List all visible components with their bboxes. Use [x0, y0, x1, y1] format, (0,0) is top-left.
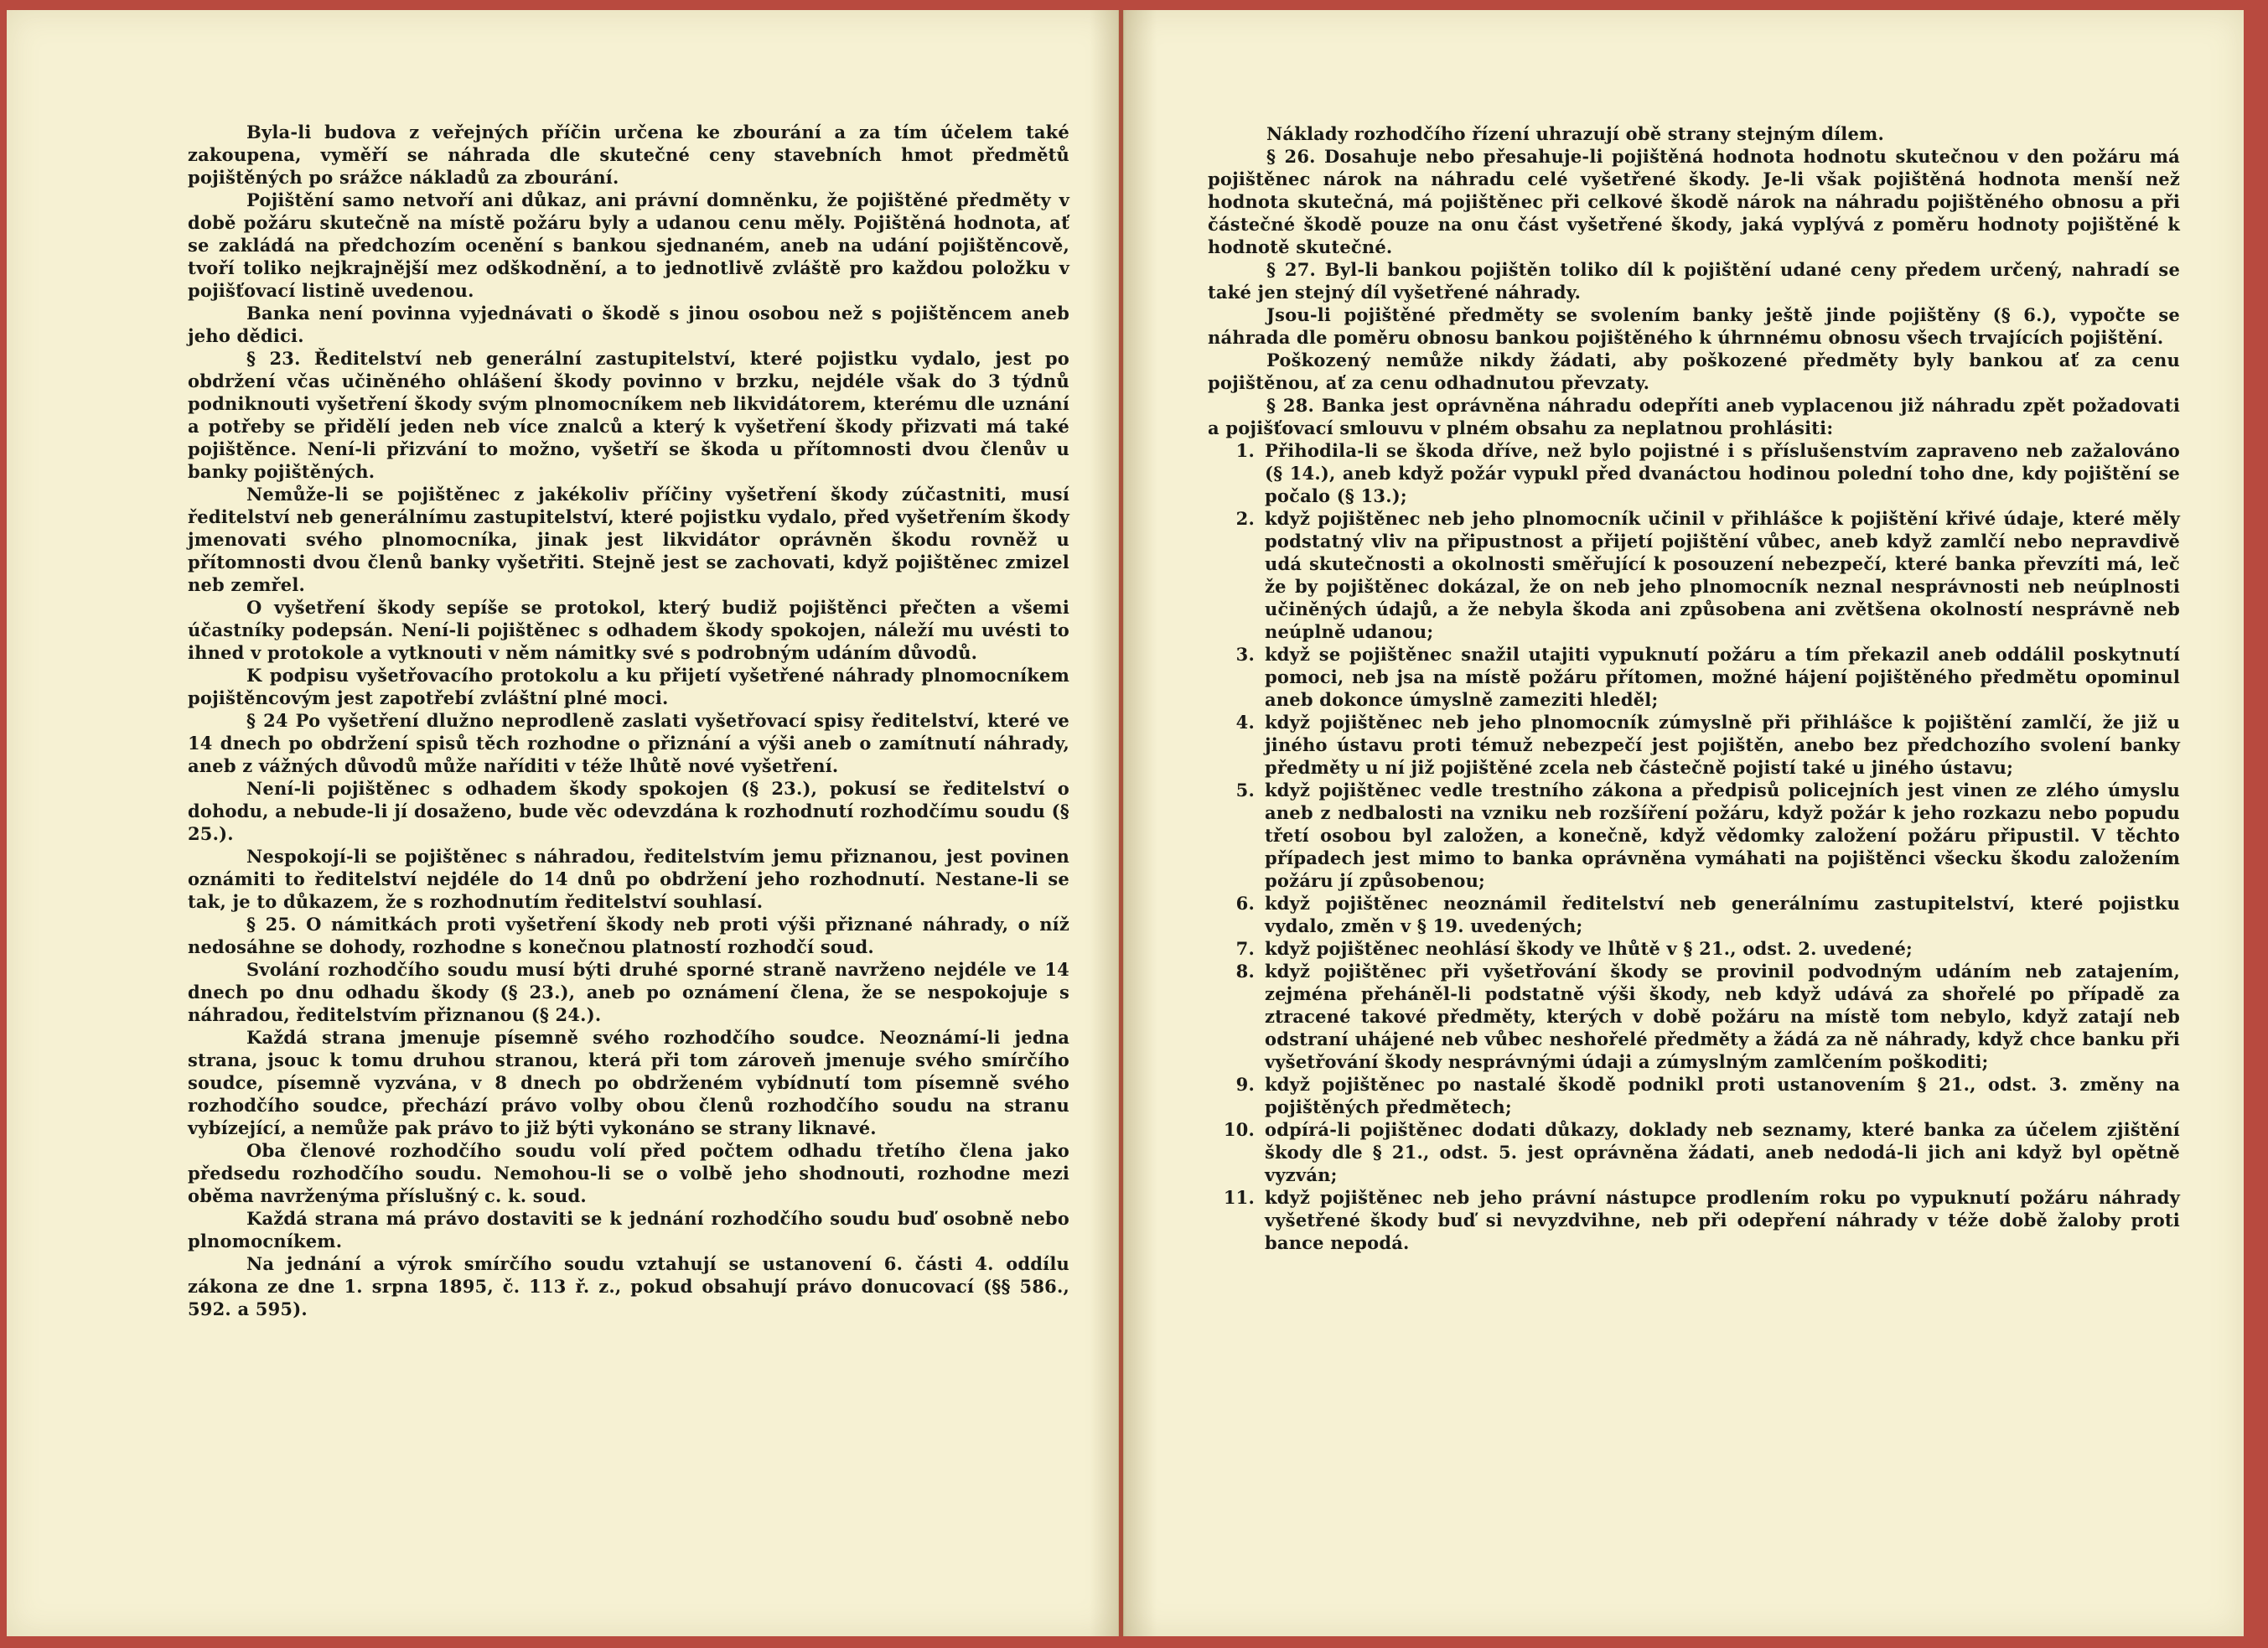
list-item-text: když pojištěnec neb jeho plnomocník zúmyslně při přihlášce k pojištění zamlčí, že již u jiného ústavu proti témuž nebezpečí jest pojištěn, anebo bez předchozího svolení banky předměty u ní již pojištěné zcela neb částečně pojistí také u jiného ústavu;: [1265, 712, 2180, 778]
list-item-text: když pojištěnec vedle trestního zákona a předpisů policejních jest vinen ze zlého úmyslu aneb z nedbalosti na vzniku neb rozšíření požáru, když požár k jeho rozkazu nebo popudu třetí osobou byl založen, a konečně, když vědomky založení požáru připustil. V těchto případech jest mimo to banka oprávněna vymáhati na pojištěnci všecku škodu založením požáru jí způsobenou;: [1265, 780, 2180, 891]
list-item-text: když pojištěnec při vyšetřování škody se provinil podvodným udáním neb zatajením, zejména přeháněl-li podstatně výši škody, neb když udává za shořelé po případě za ztracené takové předměty, kterých v době požáru na místě tom nebylo, když zatají neb odstraní uhájené neb vůbec neshořelé předměty a žádá za ně náhrady, když chce banku při vyšetřování škody nesprávnými údaji a zúmyslným zamlčením poškoditi;: [1265, 961, 2180, 1072]
list-item-text: odpírá-li pojištěnec dodati důkazy, doklady neb seznamy, které banka za účelem zjištění škody dle § 21., odst. 5. jest oprávněna žádati, aneb nedodá-li jich ani když byl opětně vyzván;: [1265, 1119, 2180, 1185]
list-item-text: Přihodila-li se škoda dříve, než bylo pojistné i s příslušenstvím zapraveno neb zažalováno (§ 14.), aneb když požár vypukl před dvanáctou hodinou polední toho dne, kdy pojištění se počalo (§ 13.);: [1265, 440, 2180, 506]
list-item: [1208, 1073, 2180, 1118]
list-item-number: 8.: [1235, 961, 1255, 982]
list-item-number: 11.: [1223, 1187, 1255, 1208]
list-item: [1208, 937, 2180, 960]
left-text-column: [188, 121, 1069, 1320]
paragraph: Každá strana jmenuje písemně svého rozhodčího soudce. Neoznámí-li jedna strana, jsouc k tomu druhou stranou, která při tom zároveň jmenuje svého smírčího soudce, písemně vyzvána, v 8 dnech po obdrženém vybídnutí tom písemně svého rozhodčího soudce, přechází právo volby obou členů rozhodčího soudu na stranu vybízející, a nemůže pak právo to již býti vykonáno se strany liknavé.: [188, 1027, 1069, 1138]
list-item-number: 2.: [1235, 508, 1255, 529]
exclusion-list: [1208, 439, 2180, 1254]
paragraph: § 25. O námitkách proti vyšetření škody neb proti výši přiznané náhrady, o níž nedosáhne se dohody, rozhodne s konečnou platností rozhodčí soud.: [188, 914, 1069, 957]
paragraph: § 26. Dosahuje nebo přesahuje-li pojištěná hodnota hodnotu skutečnou v den požáru má pojištěnec nárok na náhradu celé vyšetřené škody. Je-li však pojištěná hodnota menší než hodnota skutečná, má pojištěnec při celkové škodě nárok na náhradu pojištěného obnosu a při částečné škodě pouze na onu část vyšetřené škody, jaká vyplývá z poměru hodnoty pojištěné k hodnotě skutečné.: [1208, 146, 2180, 257]
paragraph: K podpisu vyšetřovacího protokolu a ku přijetí vyšetřené náhrady plnomocníkem pojištěncovým jest zapotřebí zvláštní plné moci.: [188, 665, 1069, 708]
paragraph: Byla-li budova z veřejných příčin určena ke zbourání a za tím účelem také zakoupena, vyměří se náhrada dle skutečné ceny stavebních hmot předmětů pojištěných po srážce nákladů za zbourání.: [188, 122, 1069, 188]
right-text-column: [1208, 122, 2180, 1254]
paragraph: Pojištění samo netvoří ani důkaz, ani právní domněnku, že pojištěné předměty v době požáru skutečně na místě požáru byly a udanou cenu měly. Pojištěná hodnota, ať se zakládá na předchozím ocenění s bankou sjednaném, aneb na udání pojištěncově, tvoří toliko nejkrajnější mez odškodnění, a to jednotlivě zvláště pro každou položku v pojišťovací listině uvedenou.: [188, 189, 1069, 301]
paragraph: Svolání rozhodčího soudu musí býti druhé sporné straně navrženo nejdéle ve 14 dnech po dnu odhadu škody (§ 23.), aneb po oznámení člena, že se nespokojuje s náhradou, ředitelstvím přiznanou (§ 24.).: [188, 959, 1069, 1025]
list-item-text: když pojištěnec po nastalé škodě podnikl proti ustanovením § 21., odst. 3. změny na pojištěných předmětech;: [1265, 1074, 2180, 1117]
list-item-number: 6.: [1235, 893, 1255, 914]
list-item: [1208, 507, 2180, 643]
right-page: [1123, 10, 2244, 1636]
paragraph: Nemůže-li se pojištěnec z jakékoliv příčiny vyšetření škody zúčastniti, musí ředitelství neb generálnímu zastupitelství, které pojistku vydalo, před vyšetřením škody jmenovati svého plnomocníka, jinak jest likvidátor oprávněn škodu rovněž u přítomnosti dvou členů banky vyšetřiti. Stejně jest se zachovati, když pojištěnec zmizel neb zemřel.: [188, 484, 1069, 595]
paragraph: Náklady rozhodčího řízení uhrazují obě strany stejným dílem.: [1266, 123, 1884, 144]
list-item: [1208, 439, 2180, 507]
paragraph: Není-li pojištěnec s odhadem škody spokojen (§ 23.), pokusí se ředitelství o dohodu, a nebude-li jí dosaženo, bude věc odevzdána k rozhodnutí rozhodčímu soudu (§ 25.).: [188, 778, 1069, 844]
list-item: [1208, 892, 2180, 937]
list-item-text: když pojištěnec neoznámil ředitelství neb generálnímu zastupitelství, které pojistku vydalo, změn v § 19. uvedených;: [1265, 893, 2180, 936]
list-item-number: 5.: [1235, 780, 1255, 801]
list-item-number: 1.: [1235, 440, 1255, 461]
list-item: [1208, 960, 2180, 1073]
list-item: [1208, 779, 2180, 892]
list-item: [1208, 711, 2180, 779]
list-item-text: když pojištěnec neohlásí škody ve lhůtě v § 21., odst. 2. uvedené;: [1265, 938, 1913, 959]
paragraph: Banka není povinna vyjednávati o škodě s jinou osobou než s pojištěncem aneb jeho dědici.: [188, 303, 1069, 346]
list-item-text: když se pojištěnec snažil utajiti vypuknutí požáru a tím překazil aneb oddálil poskytnutí pomoci, neb jsa na místě požáru přítomen, možné hájení pojištěného předmětu opominul aneb dokonce úmyslně zameziti hleděl;: [1265, 644, 2180, 710]
list-item-text: když pojištěnec neb jeho plnomocník učinil v přihlášce k pojištění křivé údaje, které měly podstatný vliv na připustnost a přijetí pojištění vůbec, aneb když zamlčí nebo nepravdivě udá skutečnosti a okolnosti směřující k posouzení nebezpečí, které banka převzíti má, leč že by pojištěnec dokázal, že on neb jeho plnomocník neznal nesprávnosti neb neúplnosti učiněných údajů, a že nebyla škoda ani způsobena ani zvětšena okolností nesprávně neb neúplně udanou;: [1265, 508, 2180, 642]
list-item-text: když pojištěnec neb jeho právní nástupce prodlením roku po vypuknutí požáru náhrady vyšetřené škody buď si nevyzdvihne, neb při odepření náhrady v téže době žaloby proti bance nepodá.: [1265, 1187, 2180, 1253]
paragraph: § 24 Po vyšetření dlužno neprodleně zaslati vyšetřovací spisy ředitelství, které ve 14 dnech po obdržení spisů těch rozhodne o přiznání a výši aneb o zamítnutí náhrady, aneb z vážných důvodů může naříditi v téže lhůtě nové vyšetření.: [188, 710, 1069, 776]
list-item-number: 4.: [1235, 712, 1255, 733]
paragraph: O vyšetření škody sepíše se protokol, který budiž pojištěnci přečten a všemi účastníky podepsán. Není-li pojištěnec s odhadem škody spokojen, náleží mu uvésti to ihned v protokole a vytknouti v něm námitky své s podrobným udáním důvodů.: [188, 597, 1069, 663]
paragraph: Na jednání a výrok smírčího soudu vztahují se ustanovení 6. části 4. oddílu zákona ze dne 1. srpna 1895, č. 113 ř. z., pokud obsahují právo donucovací (§§ 586., 592. a 595).: [188, 1253, 1069, 1319]
paragraph: § 28. Banka jest oprávněna náhradu odepříti aneb vyplacenou již náhradu zpět požadovati a pojišťovací smlouvu v plném obsahu za neplatnou prohlásiti:: [1208, 395, 2180, 438]
list-item-number: 3.: [1235, 644, 1255, 665]
list-item: [1208, 1118, 2180, 1186]
list-item-number: 7.: [1235, 938, 1255, 959]
book-gutter: [1090, 10, 1157, 1636]
list-item-number: 10.: [1223, 1119, 1255, 1140]
paragraph: Každá strana má právo dostaviti se k jednání rozhodčího soudu buď osobně nebo plnomocníkem.: [188, 1208, 1069, 1252]
paragraph: Oba členové rozhodčího soudu volí před počtem odhadu třetího člena jako předsedu rozhodčího soudu. Nemohou-li se o volbě jeho shodnouti, rozhodne mezi oběma navrženýma příslušný c. k. soud.: [188, 1140, 1069, 1206]
paragraph: Poškozený nemůže nikdy žádati, aby poškozené předměty byly bankou ať za cenu pojištěnou, ať za cenu odhadnutou převzaty.: [1208, 350, 2180, 393]
left-page: [7, 10, 1119, 1636]
paragraph: Jsou-li pojištěné předměty se svolením banky ještě jinde pojištěny (§ 6.), vypočte se náhrada dle poměru obnosu bankou pojištěného k úhrnnému obnosu všech trvajících pojištění.: [1208, 304, 2180, 348]
list-item: [1208, 1186, 2180, 1254]
paragraph: § 27. Byl-li bankou pojištěn toliko díl k pojištění udané ceny předem určený, nahradí se také jen stejný díl vyšetřené náhrady.: [1208, 259, 2180, 303]
list-item-number: 9.: [1235, 1074, 1255, 1095]
list-item: [1208, 643, 2180, 711]
paragraph: § 23. Ředitelství neb generální zastupitelství, které pojistku vydalo, jest po obdržení včas učiněného ohlášení škody povinno v brzku, nejdéle však do 3 týdnů podniknouti vyšetření škody svým plnomocníkem neb likvidátorem, kterému dle uznání a potřeby se přidělí jeden neb více znalců a který k vyšetření škody přizvati má také pojištěnce. Není-li přizvání to možno, vyšetří se škoda u přítomnosti dvou členův u banky pojištěných.: [188, 348, 1069, 482]
paragraph: Nespokojí-li se pojištěnec s náhradou, ředitelstvím jemu přiznanou, jest povinen oznámiti to ředitelství nejdéle do 14 dnů po obdržení jeho rozhodnutí. Nestane-li se tak, je to důkazem, že s rozhodnutím ředitelství souhlasí.: [188, 846, 1069, 912]
